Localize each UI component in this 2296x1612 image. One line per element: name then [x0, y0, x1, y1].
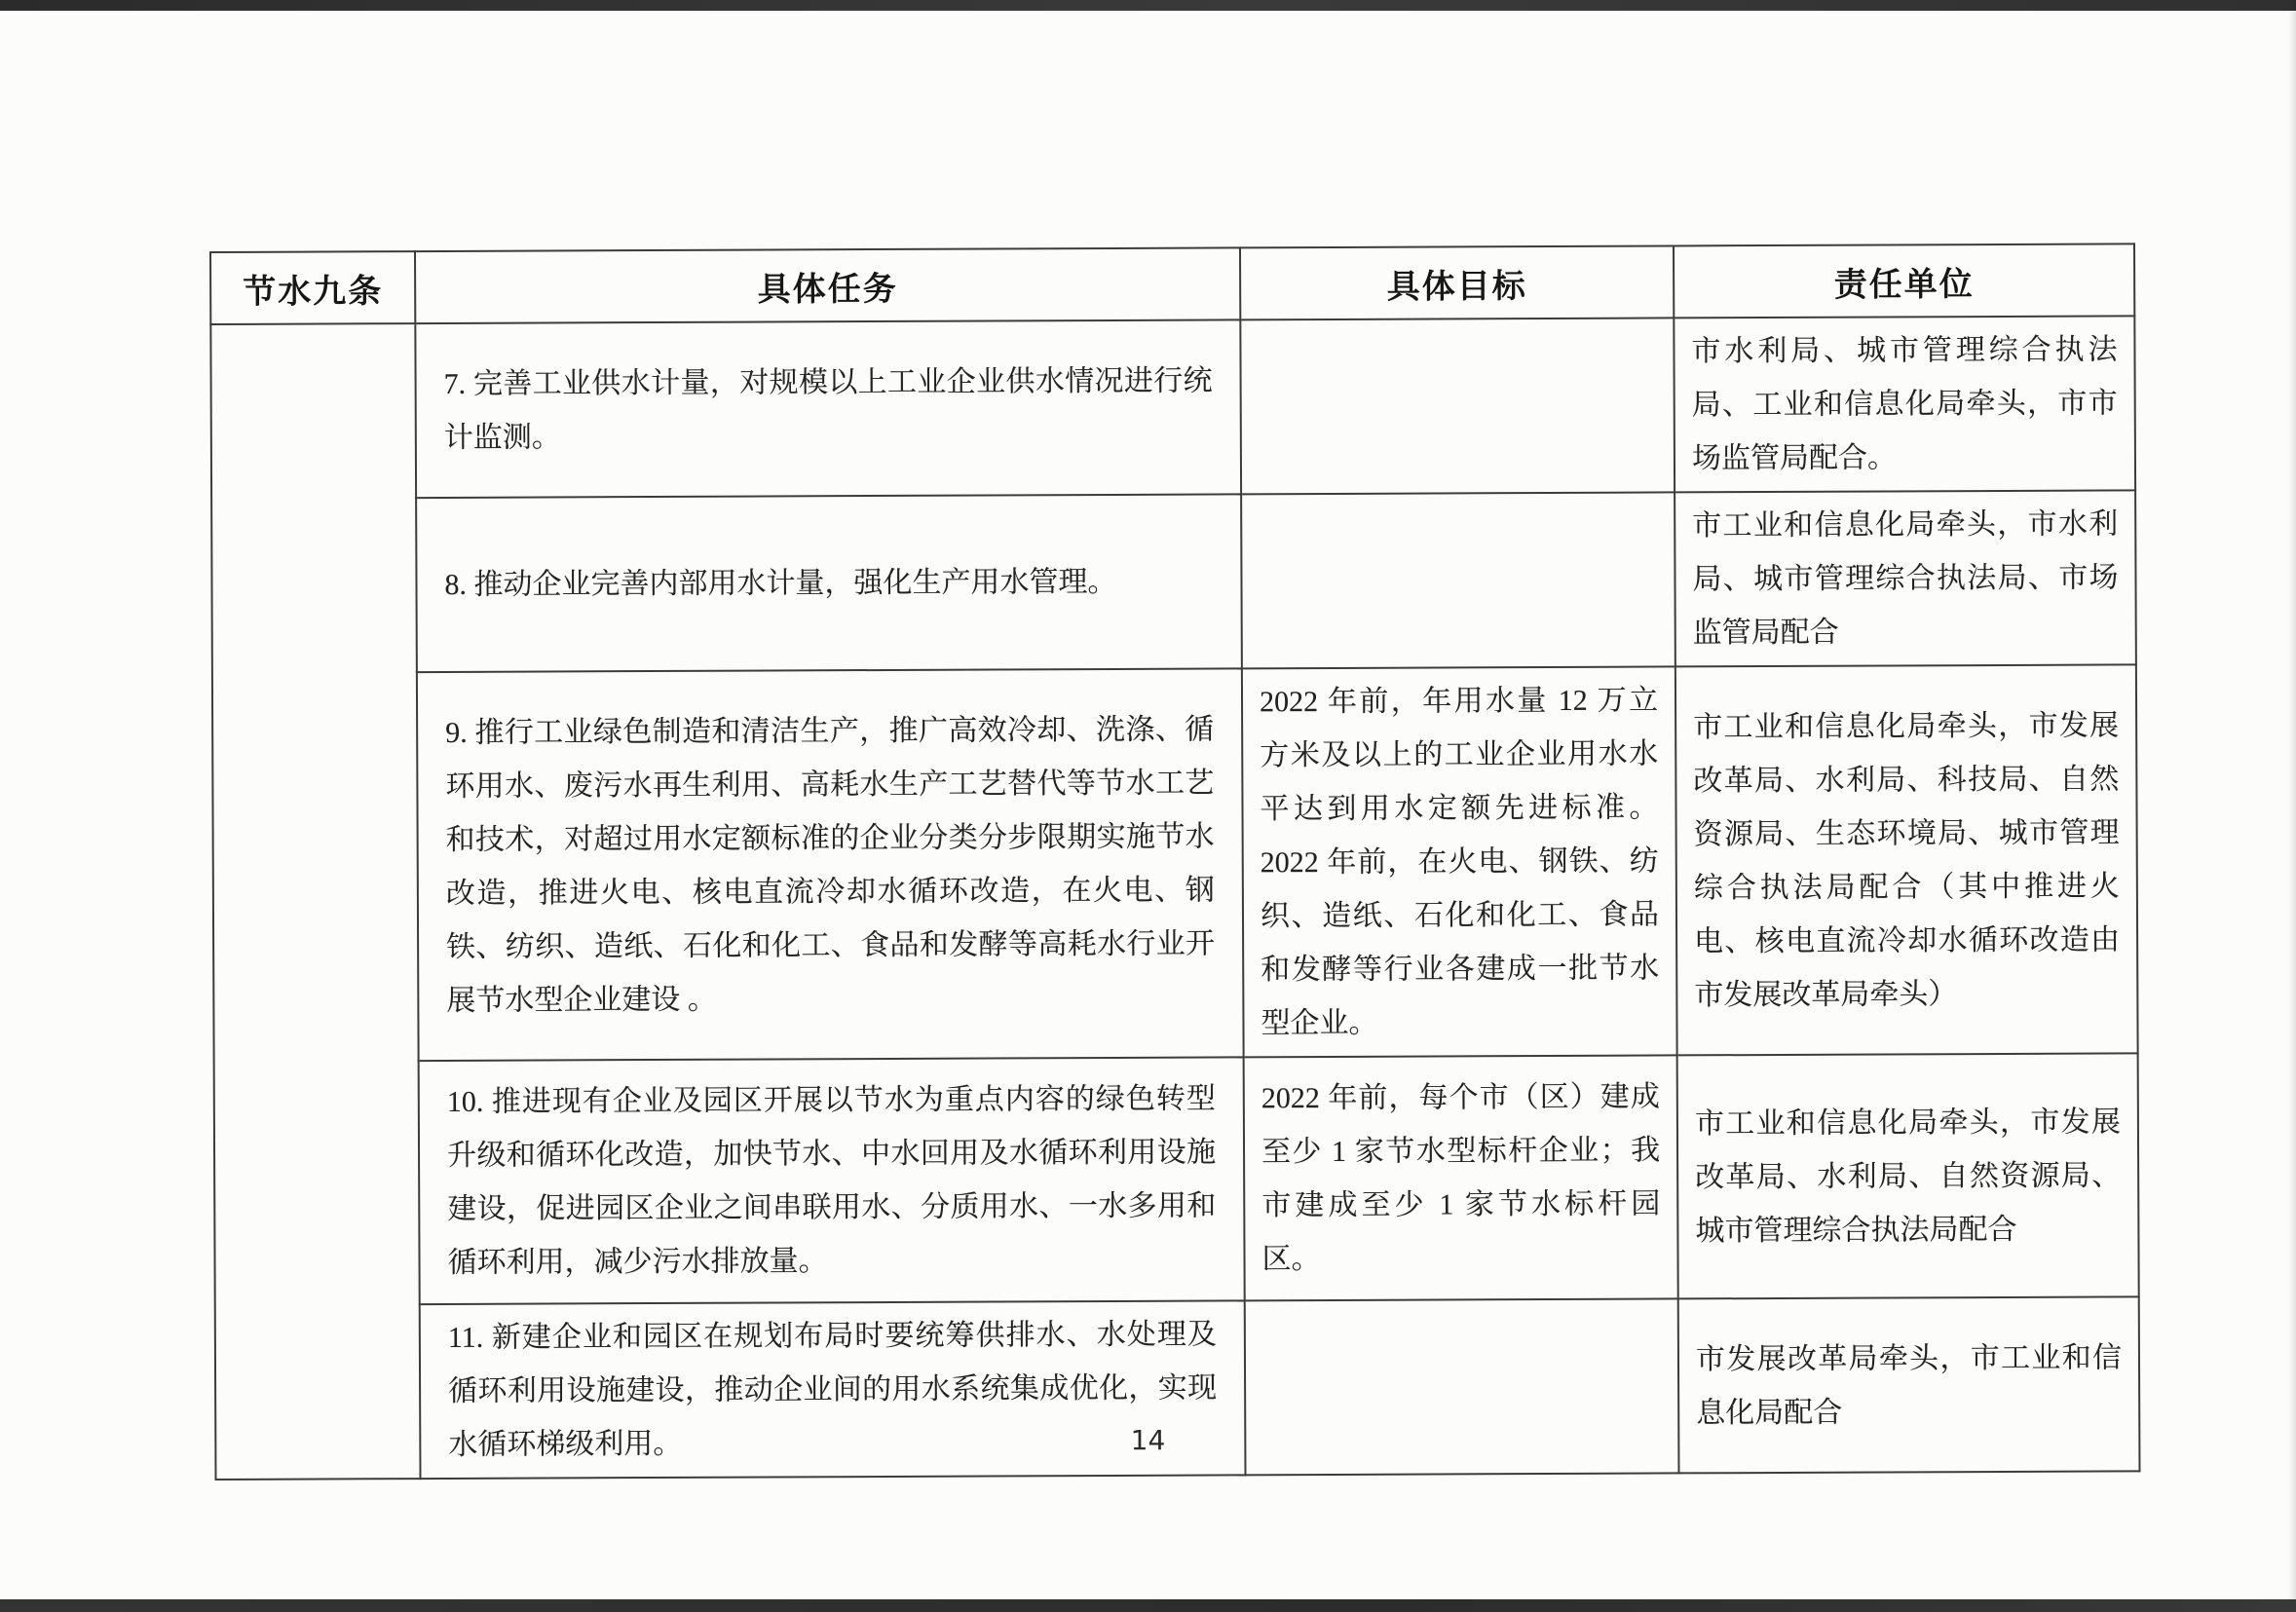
header-cell-section: 节水九条 — [210, 251, 415, 324]
scan-artifact-bottom-band — [0, 1599, 2296, 1612]
goal-cell-8 — [1241, 492, 1675, 668]
table-row-task-8 — [211, 490, 2136, 673]
header-cell-goal: 具体目标 — [1240, 245, 1674, 319]
task-cell-7: 7. 完善工业供水计量，对规模以上工业企业供水情况进行统计监测。 — [415, 319, 1241, 498]
unit-cell-11: 市发展改革局牵头，市工业和信息化局配合 — [1678, 1296, 2140, 1473]
unit-cell-7: 市水利局、城市管理综合执法局、工业和信息化局牵头，市市场监管局配合。 — [1674, 316, 2135, 492]
header-cell-task: 具体任务 — [415, 247, 1240, 323]
page-number: 14 — [1130, 1424, 1166, 1456]
task-cell-8: 8. 推动企业完善内部用水计量，强化生产用水管理。 — [416, 494, 1242, 672]
scan-artifact-right-edge — [2288, 0, 2296, 1612]
table-row-task-7 — [210, 316, 2135, 499]
water-saving-task-table — [209, 243, 2140, 1481]
task-cell-11: 11. 新建企业和园区在规划布局时要统筹供排水、水处理及循环利用设施建设，推动企业间的用水系统集成优化，实现水循环梯级利用。 — [420, 1300, 1246, 1479]
table-row-task-9 — [212, 664, 2138, 1062]
unit-cell-9: 市工业和信息化局牵头，市发展改革局、水利局、科技局、自然资源局、生态环境局、城市管理综合执法局配合（其中推进火电、核电直流冷却水循环改造由市发展改革局牵头） — [1675, 664, 2138, 1055]
goal-cell-7 — [1240, 318, 1675, 494]
goal-cell-9: 2022 年前，年用水量 12 万立方米及以上的工业企业用水水平达到用水定额先进标准。2022 年前，在火电、钢铁、纺织、造纸、石化和化工、食品和发酵等行业各建成一批节水型企业。 — [1242, 666, 1677, 1057]
header-cell-unit: 责任单位 — [1674, 244, 2134, 318]
table-header-row — [210, 244, 2134, 324]
task-cell-9: 9. 推行工业绿色制造和清洁生产，推广高效冷却、洗涤、循环用水、废污水再生利用、高耗水生产工艺替代等节水工艺和技术，对超过用水定额标准的企业分类分步限期实施节水改造，推进火电、核电直流冷却水循环改造，在火电、钢铁、纺织、造纸、石化和化工、食品和发酵等高耗水行业开展节水型企业建设 。 — [417, 668, 1244, 1061]
table-row-task-10 — [214, 1053, 2139, 1305]
scan-artifact-top-band — [0, 0, 2296, 11]
section-merged-cell — [210, 323, 420, 1480]
unit-cell-10: 市工业和信息化局牵头，市发展改革局、水利局、自然资源局、城市管理综合执法局配合 — [1677, 1053, 2139, 1298]
goal-cell-10: 2022 年前，每个市（区）建成至少 1 家节水型标杆企业；我市建成至少 1 家节水标杆园区。 — [1244, 1055, 1678, 1300]
unit-cell-8: 市工业和信息化局牵头，市水利局、城市管理综合执法局、市场监管局配合 — [1675, 490, 2136, 666]
task-cell-10: 10. 推进现有企业及园区开展以节水为重点内容的绿色转型升级和循环化改造，加快节水、中水回用及水循环利用设施建设，促进园区企业之间串联用水、分质用水、一水多用和循环利用，减少污水排放量。 — [419, 1057, 1245, 1304]
